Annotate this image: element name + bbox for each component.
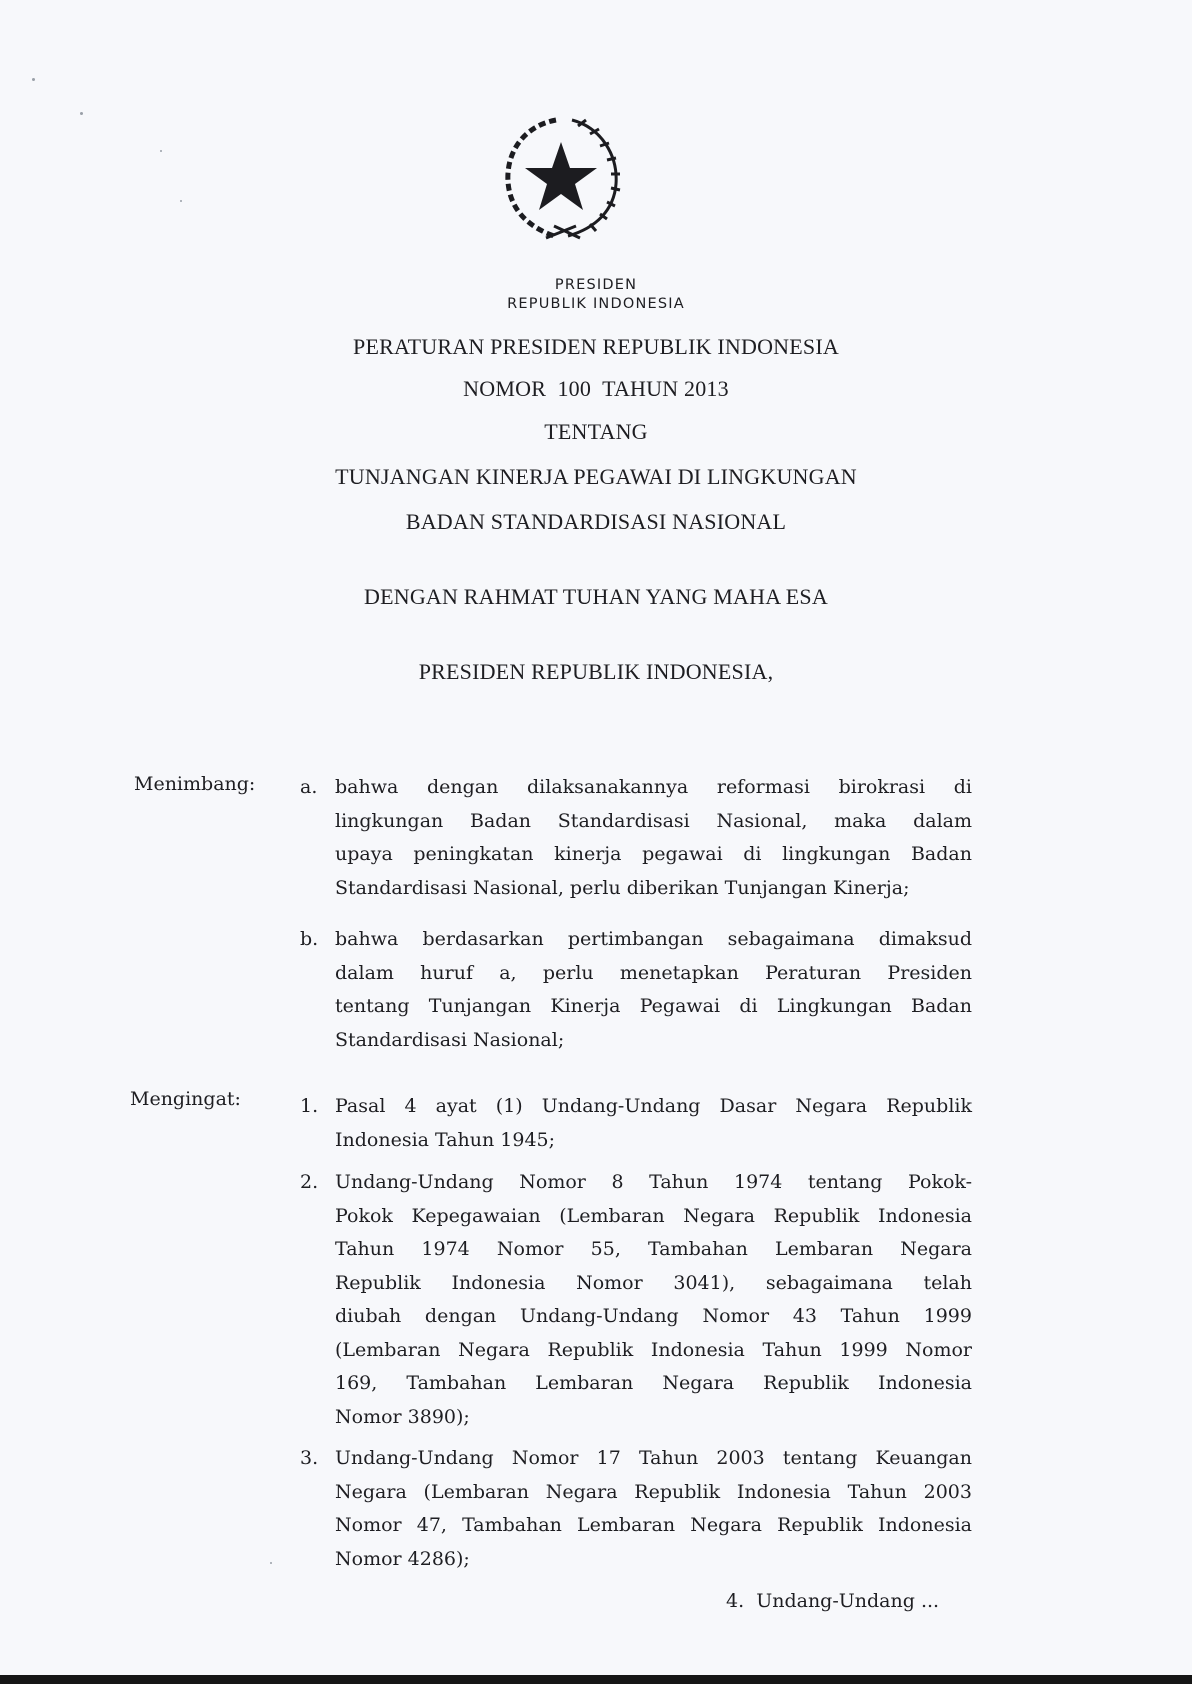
mengingat-item-3: [300, 1442, 972, 1576]
item-marker: b.: [300, 928, 319, 950]
text-line: Indonesia Tahun 1945;: [335, 1128, 556, 1151]
text-line: Standardisasi Nasional;: [335, 1028, 565, 1051]
text-line: Undang-Undang Nomor 8 Tahun 1974 tentang Pokok-: [335, 1171, 972, 1193]
item-text: [335, 1442, 972, 1576]
item-text: [335, 771, 972, 905]
menimbang-item-a: [300, 771, 972, 905]
menimbang-label: Menimbang:: [134, 773, 256, 795]
item-text: [335, 923, 972, 1057]
text-line: Pasal 4 ayat (1) Undang-Undang Dasar Negara Republik: [335, 1095, 972, 1117]
text-line: Nomor 47, Tambahan Lembaran Negara Republik Indonesia: [335, 1514, 972, 1536]
menimbang-item-b: [300, 923, 972, 1057]
text-line: bahwa berdasarkan pertimbangan sebagaimana dimaksud: [335, 928, 972, 950]
president-heading: PRESIDEN REPUBLIK INDONESIA,: [418, 659, 774, 684]
scan-speck: [80, 112, 83, 115]
text-line: Tahun 1974 Nomor 55, Tambahan Lembaran Negara: [335, 1238, 972, 1260]
text-line: tentang Tunjangan Kinerja Pegawai di Lingkungan Badan: [335, 995, 972, 1017]
scan-speck: [180, 200, 182, 202]
regulation-title: PERATURAN PRESIDEN REPUBLIK INDONESIA: [353, 334, 839, 359]
item-text: [335, 1090, 972, 1157]
mengingat-item-2: [300, 1166, 972, 1434]
text-line: Pokok Kepegawaian (Lembaran Negara Republik Indonesia: [335, 1204, 972, 1227]
regulation-number: NOMOR 100 TAHUN 2013: [463, 376, 729, 401]
text-line: dalam huruf a, perlu menetapkan Peraturan Presiden: [335, 961, 972, 984]
letterhead-presiden: PRESIDEN: [554, 277, 638, 293]
item-marker: 1.: [300, 1095, 319, 1117]
text-line: Nomor 3890);: [335, 1405, 470, 1428]
text-line: Undang-Undang Nomor 17 Tahun 2003 tentang Keuangan: [335, 1447, 972, 1469]
scan-speck: [32, 78, 35, 81]
item-marker: 2.: [300, 1171, 319, 1193]
item-text: [335, 1166, 972, 1434]
page-continuation: 4. Undang-Undang ...: [726, 1590, 940, 1612]
letterhead-republik-indonesia: REPUBLIK INDONESIA: [507, 296, 685, 312]
item-marker: a.: [300, 776, 318, 798]
text-line: Nomor 4286);: [335, 1547, 470, 1570]
mengingat-label: Mengingat:: [130, 1088, 241, 1110]
text-line: diubah dengan Undang-Undang Nomor 43 Tahun 1999: [335, 1305, 972, 1327]
text-line: Republik Indonesia Nomor 3041), sebagaimana telah: [335, 1271, 972, 1294]
scan-bottom-edge: [0, 1675, 1192, 1684]
scan-speck: [160, 150, 162, 152]
text-line: (Lembaran Negara Republik Indonesia Tahun 1999 Nomor: [335, 1338, 972, 1361]
tentang-heading: TENTANG: [544, 419, 648, 444]
subject-line-2: BADAN STANDARDISASI NASIONAL: [405, 509, 787, 534]
text-line: 169, Tambahan Lembaran Negara Republik Indonesia: [335, 1372, 972, 1394]
text-line: upaya peningkatan kinerja pegawai di lingkungan Badan: [335, 843, 972, 865]
text-line: lingkungan Badan Standardisasi Nasional, maka dalam: [335, 809, 972, 832]
scan-speck: [270, 1562, 272, 1564]
subject-line-1: TUNJANGAN KINERJA PEGAWAI DI LINGKUNGAN: [335, 464, 857, 489]
text-line: Negara (Lembaran Negara Republik Indonesia Tahun 2003: [335, 1480, 972, 1503]
text-line: bahwa dengan dilaksanakannya reformasi birokrasi di: [335, 776, 972, 798]
mengingat-item-1: [300, 1090, 972, 1157]
presidential-emblem-icon: [494, 112, 629, 247]
invocation: DENGAN RAHMAT TUHAN YANG MAHA ESA: [364, 584, 828, 609]
item-marker: 3.: [300, 1447, 319, 1469]
text-line: Standardisasi Nasional, perlu diberikan Tunjangan Kinerja;: [335, 876, 910, 899]
